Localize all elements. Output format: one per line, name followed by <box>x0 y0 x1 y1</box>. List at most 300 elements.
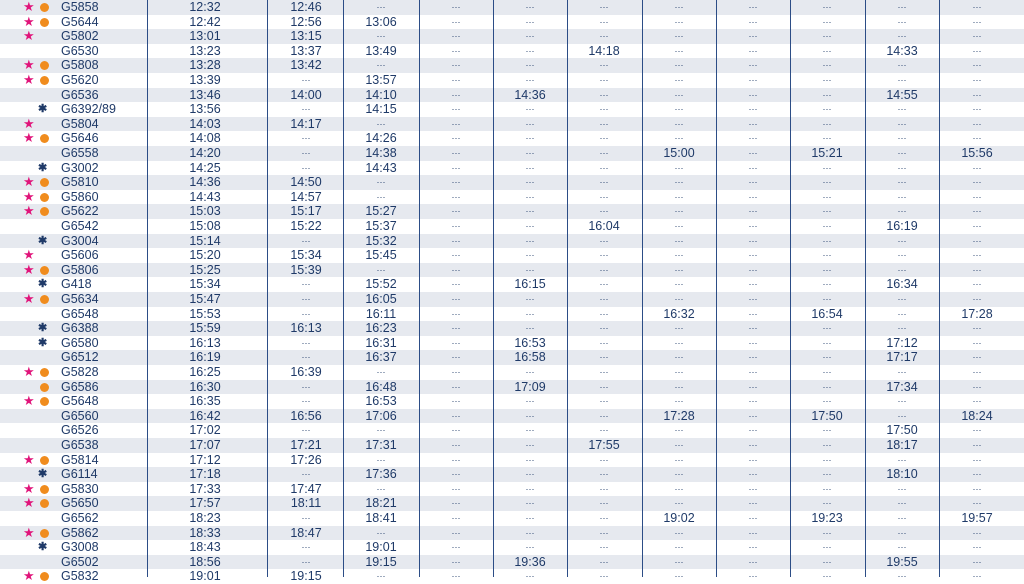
time-cell: 16:34 <box>886 277 918 292</box>
timetable-row <box>0 394 1024 409</box>
time-cell: 18:11 <box>290 496 322 511</box>
no-stop-mark: ··· <box>822 527 832 538</box>
no-stop-mark: ··· <box>748 396 758 407</box>
star-icon: ★ <box>23 451 35 467</box>
time-cell: 18:21 <box>365 496 397 511</box>
time-cell: 17:50 <box>886 423 918 438</box>
time-cell: 15:25 <box>189 262 221 277</box>
no-stop-mark: ··· <box>972 571 982 582</box>
no-stop-mark: ··· <box>451 367 461 377</box>
train-number: G6526 <box>61 423 99 438</box>
time-cell: 15:34 <box>290 248 322 263</box>
timetable-row <box>0 380 1024 395</box>
timetable-row <box>0 453 1024 468</box>
no-stop-mark: ··· <box>897 16 907 27</box>
orange-dot-icon <box>40 76 49 85</box>
time-cell: 16:32 <box>663 306 695 321</box>
no-stop-mark: ··· <box>748 527 758 538</box>
no-stop-mark: ··· <box>451 498 461 509</box>
time-cell: 16:13 <box>290 321 322 336</box>
time-cell: 17:33 <box>189 481 221 496</box>
no-stop-mark: ··· <box>674 133 684 144</box>
no-stop-mark: ··· <box>599 337 609 348</box>
no-stop-mark: ··· <box>451 527 461 538</box>
no-stop-mark: ··· <box>897 308 907 319</box>
asterisk-icon: ✱ <box>38 541 48 554</box>
no-stop-mark: ··· <box>525 294 535 304</box>
timetable-row <box>0 234 1024 249</box>
time-cell: 17:34 <box>886 379 918 394</box>
no-stop-mark: ··· <box>301 235 311 246</box>
asterisk-icon: ✱ <box>38 278 48 291</box>
time-cell: 16:58 <box>514 350 546 365</box>
no-stop-mark: ··· <box>972 425 982 436</box>
timetable-row <box>0 146 1024 161</box>
time-cell: 16:13 <box>189 335 221 350</box>
timetable-row <box>0 350 1024 365</box>
timetable-row <box>0 190 1024 205</box>
column-divider <box>716 0 717 577</box>
time-cell: 16:53 <box>514 335 546 350</box>
no-stop-mark: ··· <box>674 118 684 129</box>
no-stop-mark: ··· <box>972 352 982 363</box>
orange-dot-icon <box>40 295 49 304</box>
no-stop-mark: ··· <box>525 45 535 56</box>
time-cell: 16:54 <box>811 306 843 321</box>
time-cell: 14:38 <box>365 146 397 160</box>
no-stop-mark: ··· <box>748 177 758 188</box>
time-cell: 15:14 <box>189 233 221 248</box>
no-stop-mark: ··· <box>822 323 832 334</box>
timetable-row <box>0 0 1024 15</box>
no-stop-mark: ··· <box>525 513 535 523</box>
no-stop-mark: ··· <box>822 250 832 261</box>
no-stop-mark: ··· <box>674 16 684 27</box>
no-stop-mark: ··· <box>674 60 684 71</box>
no-stop-mark: ··· <box>972 323 982 334</box>
no-stop-mark: ··· <box>822 31 832 42</box>
no-stop-mark: ··· <box>599 527 609 538</box>
no-stop-mark: ··· <box>897 498 907 509</box>
no-stop-mark: ··· <box>897 323 907 334</box>
no-stop-mark: ··· <box>748 191 758 202</box>
no-stop-mark: ··· <box>599 2 609 12</box>
no-stop-mark: ··· <box>525 148 535 158</box>
no-stop-mark: ··· <box>897 483 907 494</box>
no-stop-mark: ··· <box>451 89 461 100</box>
no-stop-mark: ··· <box>599 381 609 392</box>
orange-dot-icon <box>40 485 49 494</box>
no-stop-mark: ··· <box>822 191 832 202</box>
no-stop-mark: ··· <box>451 60 461 71</box>
time-cell: 15:21 <box>811 146 843 160</box>
no-stop-mark: ··· <box>748 367 758 377</box>
no-stop-mark: ··· <box>897 264 907 275</box>
no-stop-mark: ··· <box>748 206 758 217</box>
no-stop-mark: ··· <box>674 206 684 217</box>
no-stop-mark: ··· <box>599 352 609 363</box>
orange-dot-icon <box>40 134 49 143</box>
no-stop-mark: ··· <box>301 352 311 363</box>
no-stop-mark: ··· <box>972 235 982 246</box>
train-number: G5810 <box>61 175 99 190</box>
no-stop-mark: ··· <box>599 16 609 27</box>
no-stop-mark: ··· <box>674 454 684 465</box>
no-stop-mark: ··· <box>972 279 982 290</box>
no-stop-mark: ··· <box>897 454 907 465</box>
star-icon: ★ <box>23 495 35 511</box>
no-stop-mark: ··· <box>525 60 535 71</box>
no-stop-mark: ··· <box>451 323 461 334</box>
time-cell: 16:11 <box>365 306 397 321</box>
time-cell: 16:53 <box>365 394 397 409</box>
star-icon: ★ <box>23 203 35 219</box>
no-stop-mark: ··· <box>301 148 311 158</box>
time-cell: 15:52 <box>365 277 397 292</box>
no-stop-mark: ··· <box>599 162 609 173</box>
no-stop-mark: ··· <box>674 221 684 231</box>
column-divider <box>790 0 791 577</box>
timetable-row <box>0 88 1024 103</box>
time-cell: 13:37 <box>290 43 322 58</box>
time-cell: 18:23 <box>189 511 221 525</box>
no-stop-mark: ··· <box>822 367 832 377</box>
orange-dot-icon <box>40 529 49 538</box>
no-stop-mark: ··· <box>599 250 609 261</box>
no-stop-mark: ··· <box>301 337 311 348</box>
time-cell: 15:27 <box>365 204 397 219</box>
no-stop-mark: ··· <box>599 323 609 334</box>
no-stop-mark: ··· <box>525 75 535 85</box>
no-stop-mark: ··· <box>451 352 461 363</box>
time-cell: 16:42 <box>189 408 221 423</box>
no-stop-mark: ··· <box>674 352 684 363</box>
no-stop-mark: ··· <box>972 162 982 173</box>
orange-dot-icon <box>40 178 49 187</box>
no-stop-mark: ··· <box>674 279 684 290</box>
no-stop-mark: ··· <box>525 2 535 12</box>
train-number: G5860 <box>61 189 99 204</box>
no-stop-mark: ··· <box>897 235 907 246</box>
star-icon: ★ <box>23 524 35 540</box>
no-stop-mark: ··· <box>525 177 535 188</box>
no-stop-mark: ··· <box>451 469 461 480</box>
no-stop-mark: ··· <box>599 542 609 553</box>
train-number: G3008 <box>61 540 99 555</box>
no-stop-mark: ··· <box>972 454 982 465</box>
no-stop-mark: ··· <box>599 396 609 407</box>
no-stop-mark: ··· <box>451 410 461 421</box>
time-cell: 15:39 <box>290 262 322 277</box>
time-cell: 15:53 <box>189 306 221 321</box>
column-divider <box>865 0 866 577</box>
no-stop-mark: ··· <box>972 469 982 480</box>
time-cell: 15:59 <box>189 321 221 336</box>
timetable-row <box>0 292 1024 307</box>
no-stop-mark: ··· <box>748 556 758 567</box>
train-number: G6542 <box>61 219 99 233</box>
no-stop-mark: ··· <box>748 45 758 56</box>
no-stop-mark: ··· <box>748 483 758 494</box>
time-cell: 17:50 <box>811 408 843 423</box>
time-cell: 18:10 <box>886 467 918 482</box>
time-cell: 14:08 <box>189 131 221 146</box>
time-cell: 14:25 <box>189 160 221 175</box>
column-divider <box>493 0 494 577</box>
no-stop-mark: ··· <box>599 308 609 319</box>
time-cell: 14:17 <box>290 116 322 131</box>
train-number: G6392/89 <box>61 102 116 117</box>
no-stop-mark: ··· <box>301 469 311 480</box>
no-stop-mark: ··· <box>674 264 684 275</box>
train-number: G5620 <box>61 73 99 87</box>
train-number: G3002 <box>61 160 99 175</box>
timetable-row <box>0 58 1024 73</box>
no-stop-mark: ··· <box>748 498 758 509</box>
column-divider <box>419 0 420 577</box>
no-stop-mark: ··· <box>897 410 907 421</box>
time-cell: 13:23 <box>189 43 221 58</box>
no-stop-mark: ··· <box>376 527 386 538</box>
no-stop-mark: ··· <box>674 31 684 42</box>
no-stop-mark: ··· <box>525 440 535 450</box>
column-divider <box>939 0 940 577</box>
train-number: G5802 <box>61 29 99 44</box>
no-stop-mark: ··· <box>674 396 684 407</box>
timetable-row <box>0 409 1024 424</box>
no-stop-mark: ··· <box>822 162 832 173</box>
time-cell: 16:31 <box>365 335 397 350</box>
time-cell: 18:41 <box>365 511 397 525</box>
train-number: G5806 <box>61 262 99 277</box>
no-stop-mark: ··· <box>599 410 609 421</box>
no-stop-mark: ··· <box>897 527 907 538</box>
time-cell: 16:19 <box>886 219 918 233</box>
time-cell: 18:24 <box>961 408 993 423</box>
time-cell: 18:47 <box>290 525 322 540</box>
timetable-row <box>0 467 1024 482</box>
no-stop-mark: ··· <box>822 118 832 129</box>
no-stop-mark: ··· <box>599 177 609 188</box>
no-stop-mark: ··· <box>822 571 832 582</box>
no-stop-mark: ··· <box>301 425 311 436</box>
time-cell: 13:57 <box>365 73 397 87</box>
train-number: G5808 <box>61 58 99 73</box>
no-stop-mark: ··· <box>525 425 535 436</box>
no-stop-mark: ··· <box>674 250 684 261</box>
time-cell: 15:20 <box>189 248 221 263</box>
no-stop-mark: ··· <box>748 162 758 173</box>
no-stop-mark: ··· <box>599 454 609 465</box>
no-stop-mark: ··· <box>599 425 609 436</box>
no-stop-mark: ··· <box>599 104 609 115</box>
no-stop-mark: ··· <box>822 177 832 188</box>
no-stop-mark: ··· <box>451 440 461 450</box>
no-stop-mark: ··· <box>525 498 535 509</box>
timetable-row <box>0 555 1024 570</box>
no-stop-mark: ··· <box>822 396 832 407</box>
train-number: G5828 <box>61 365 99 379</box>
orange-dot-icon <box>40 207 49 216</box>
no-stop-mark: ··· <box>748 264 758 275</box>
no-stop-mark: ··· <box>599 279 609 290</box>
no-stop-mark: ··· <box>972 396 982 407</box>
time-cell: 13:39 <box>189 73 221 87</box>
time-cell: 15:47 <box>189 292 221 306</box>
no-stop-mark: ··· <box>822 279 832 290</box>
time-cell: 17:12 <box>886 335 918 350</box>
no-stop-mark: ··· <box>376 2 386 12</box>
time-cell: 17:28 <box>663 408 695 423</box>
no-stop-mark: ··· <box>376 264 386 275</box>
no-stop-mark: ··· <box>748 16 758 27</box>
no-stop-mark: ··· <box>822 381 832 392</box>
no-stop-mark: ··· <box>674 483 684 494</box>
no-stop-mark: ··· <box>972 118 982 129</box>
time-cell: 15:45 <box>365 248 397 263</box>
no-stop-mark: ··· <box>897 513 907 523</box>
no-stop-mark: ··· <box>376 177 386 188</box>
no-stop-mark: ··· <box>451 425 461 436</box>
no-stop-mark: ··· <box>972 440 982 450</box>
no-stop-mark: ··· <box>525 410 535 421</box>
no-stop-mark: ··· <box>897 206 907 217</box>
asterisk-icon: ✱ <box>38 161 48 174</box>
asterisk-icon: ✱ <box>38 336 48 349</box>
time-cell: 12:46 <box>290 0 322 14</box>
no-stop-mark: ··· <box>599 118 609 129</box>
time-cell: 17:02 <box>189 423 221 438</box>
timetable-row <box>0 44 1024 59</box>
no-stop-mark: ··· <box>822 60 832 71</box>
no-stop-mark: ··· <box>301 513 311 523</box>
train-number: G3004 <box>61 233 99 248</box>
timetable-row <box>0 482 1024 497</box>
no-stop-mark: ··· <box>599 60 609 71</box>
time-cell: 17:09 <box>514 379 546 394</box>
time-cell: 15:37 <box>365 219 397 233</box>
time-cell: 12:56 <box>290 14 322 29</box>
train-number: G6562 <box>61 511 99 525</box>
time-cell: 18:17 <box>886 438 918 452</box>
no-stop-mark: ··· <box>599 206 609 217</box>
time-cell: 13:56 <box>189 102 221 117</box>
timetable-row <box>0 263 1024 278</box>
train-number: G5804 <box>61 116 99 131</box>
no-stop-mark: ··· <box>525 454 535 465</box>
no-stop-mark: ··· <box>822 45 832 56</box>
time-cell: 17:31 <box>365 438 397 452</box>
time-cell: 19:15 <box>365 554 397 569</box>
no-stop-mark: ··· <box>822 264 832 275</box>
no-stop-mark: ··· <box>451 148 461 158</box>
no-stop-mark: ··· <box>897 118 907 129</box>
no-stop-mark: ··· <box>451 250 461 261</box>
no-stop-mark: ··· <box>748 2 758 12</box>
timetable-row <box>0 29 1024 44</box>
no-stop-mark: ··· <box>972 542 982 553</box>
time-cell: 17:57 <box>189 496 221 511</box>
no-stop-mark: ··· <box>674 177 684 188</box>
star-icon: ★ <box>23 13 35 29</box>
no-stop-mark: ··· <box>897 571 907 582</box>
timetable-row <box>0 161 1024 176</box>
no-stop-mark: ··· <box>451 45 461 56</box>
train-number: G5634 <box>61 292 99 306</box>
time-cell: 17:28 <box>961 306 993 321</box>
no-stop-mark: ··· <box>972 483 982 494</box>
timetable-row <box>0 15 1024 30</box>
no-stop-mark: ··· <box>897 60 907 71</box>
no-stop-mark: ··· <box>674 571 684 582</box>
time-cell: 15:32 <box>365 233 397 248</box>
star-icon: ★ <box>23 130 35 146</box>
column-divider <box>642 0 643 577</box>
timetable-row <box>0 496 1024 511</box>
no-stop-mark: ··· <box>972 16 982 27</box>
orange-dot-icon <box>40 397 49 406</box>
no-stop-mark: ··· <box>972 498 982 509</box>
time-cell: 15:17 <box>290 204 322 219</box>
no-stop-mark: ··· <box>599 235 609 246</box>
train-number: G5814 <box>61 452 99 467</box>
no-stop-mark: ··· <box>748 148 758 158</box>
time-cell: 17:21 <box>290 438 322 452</box>
no-stop-mark: ··· <box>972 60 982 71</box>
time-cell: 15:00 <box>663 146 695 160</box>
no-stop-mark: ··· <box>972 133 982 144</box>
no-stop-mark: ··· <box>822 75 832 85</box>
no-stop-mark: ··· <box>748 337 758 348</box>
star-icon: ★ <box>23 291 35 306</box>
no-stop-mark: ··· <box>301 75 311 85</box>
no-stop-mark: ··· <box>748 352 758 363</box>
no-stop-mark: ··· <box>748 440 758 450</box>
time-cell: 14:33 <box>886 43 918 58</box>
no-stop-mark: ··· <box>822 294 832 304</box>
no-stop-mark: ··· <box>822 104 832 115</box>
time-cell: 19:57 <box>961 511 993 525</box>
no-stop-mark: ··· <box>897 367 907 377</box>
no-stop-mark: ··· <box>748 469 758 480</box>
time-cell: 16:37 <box>365 350 397 365</box>
no-stop-mark: ··· <box>972 31 982 42</box>
time-cell: 18:56 <box>189 554 221 569</box>
time-cell: 17:07 <box>189 438 221 452</box>
train-number: G6560 <box>61 408 99 423</box>
no-stop-mark: ··· <box>674 469 684 480</box>
no-stop-mark: ··· <box>748 89 758 100</box>
no-stop-mark: ··· <box>525 396 535 407</box>
no-stop-mark: ··· <box>451 221 461 231</box>
time-cell: 19:36 <box>514 554 546 569</box>
no-stop-mark: ··· <box>599 294 609 304</box>
no-stop-mark: ··· <box>822 556 832 567</box>
no-stop-mark: ··· <box>972 89 982 100</box>
time-cell: 15:34 <box>189 277 221 292</box>
no-stop-mark: ··· <box>748 60 758 71</box>
time-cell: 18:43 <box>189 540 221 555</box>
timetable-row <box>0 526 1024 541</box>
no-stop-mark: ··· <box>748 513 758 523</box>
time-cell: 15:08 <box>189 219 221 233</box>
timetable-row <box>0 219 1024 234</box>
timetable-row <box>0 321 1024 336</box>
orange-dot-icon <box>40 61 49 70</box>
time-cell: 19:15 <box>290 569 322 584</box>
time-cell: 15:03 <box>189 204 221 219</box>
no-stop-mark: ··· <box>972 45 982 56</box>
